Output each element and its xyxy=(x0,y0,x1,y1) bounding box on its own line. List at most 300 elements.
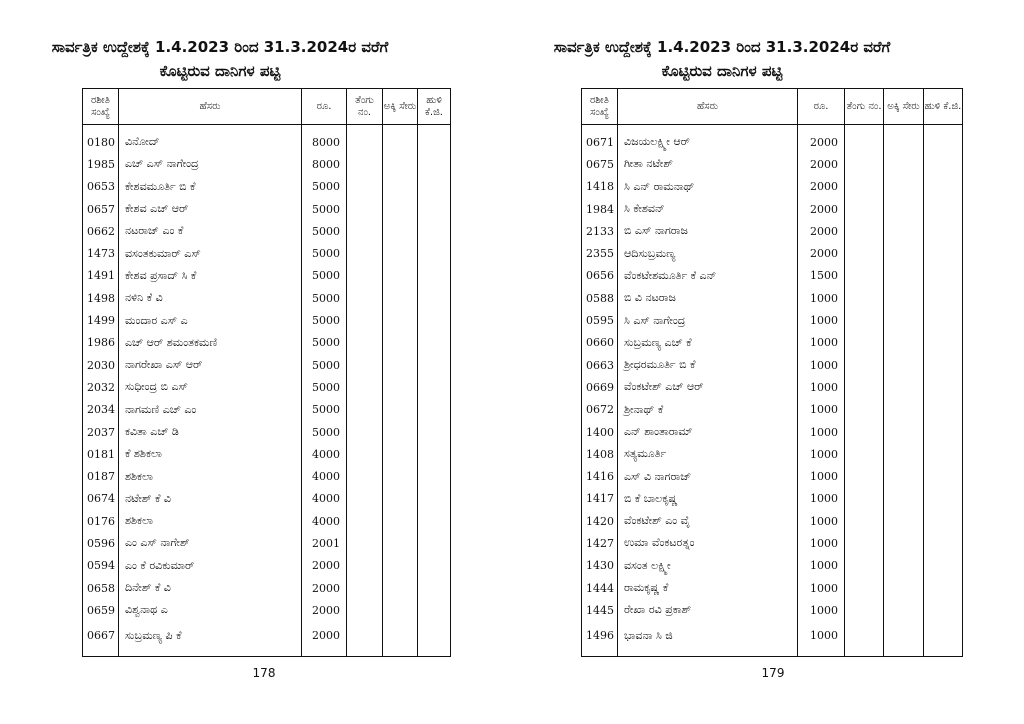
coconut-count xyxy=(347,599,383,621)
donor-name: ವೆಂಕಟೇಶ್ ಎಚ್ ಆರ್ xyxy=(618,376,798,398)
table-row xyxy=(83,555,451,577)
donor-name: ಎಂ ಕೆ ರವಿಕುಮಾರ್ xyxy=(119,555,302,577)
receipt-number: 1444 xyxy=(582,577,618,599)
receipt-number: 1473 xyxy=(83,242,119,264)
coconut-count xyxy=(347,354,383,376)
receipt-number: 1445 xyxy=(582,599,618,621)
rice-quantity xyxy=(383,125,418,154)
donor-name: ಶ್ರೀಧರಮೂರ್ತಿ ಬಿ ಕೆ xyxy=(618,354,798,376)
tamarind-quantity xyxy=(924,376,963,398)
donor-name: ಕವಿತಾ ಎಚ್ ಡಿ xyxy=(119,421,302,443)
table-row xyxy=(582,198,963,220)
coconut-count xyxy=(347,443,383,465)
donor-name: ಭಾವನಾ ಸಿ ಜಿ xyxy=(618,622,798,657)
table-row xyxy=(582,125,963,154)
tamarind-quantity xyxy=(924,599,963,621)
receipt-number: 0181 xyxy=(83,443,119,465)
donation-amount: 5000 xyxy=(302,309,347,331)
donation-amount: 8000 xyxy=(302,153,347,175)
rice-quantity xyxy=(383,443,418,465)
tamarind-quantity xyxy=(418,198,451,220)
rice-quantity xyxy=(383,555,418,577)
coconut-count xyxy=(845,354,884,376)
tamarind-quantity xyxy=(418,599,451,621)
coconut-count xyxy=(845,265,884,287)
tamarind-quantity xyxy=(924,153,963,175)
donation-amount: 2000 xyxy=(798,242,845,264)
table-row xyxy=(83,488,451,510)
rice-quantity xyxy=(383,153,418,175)
donor-name: ನಟೇಶ್ ಕೆ ವಿ xyxy=(119,488,302,510)
table-row xyxy=(582,532,963,554)
donor-name: ವಿಜಯಲಕ್ಷ್ಮೀ ಆರ್ xyxy=(618,125,798,154)
receipt-number: 1430 xyxy=(582,555,618,577)
donation-amount: 5000 xyxy=(302,220,347,242)
donor-name: ಶಶಿಕಲಾ xyxy=(119,510,302,532)
tamarind-quantity xyxy=(418,510,451,532)
donor-name: ವೆಂಕಟೇಶಮೂರ್ತಿ ಕೆ ಎನ್ xyxy=(618,265,798,287)
receipt-number: 0675 xyxy=(582,153,618,175)
coconut-count xyxy=(845,510,884,532)
donation-amount: 1000 xyxy=(798,354,845,376)
donor-name: ಉಮಾ ವೆಂಕಟರತ್ನಂ xyxy=(618,532,798,554)
header-receipt-no: ರಶೀತಿ ಸಂಖ್ಯೆ xyxy=(83,89,119,125)
coconut-count xyxy=(845,443,884,465)
tamarind-quantity xyxy=(418,242,451,264)
coconut-count xyxy=(845,399,884,421)
tamarind-quantity xyxy=(418,465,451,487)
donor-name: ಕೇಶವಮೂರ್ತಿ ಬಿ ಕೆ xyxy=(119,176,302,198)
tamarind-quantity xyxy=(418,421,451,443)
header-rice: ಅಕ್ಕಿ ಸೇರು xyxy=(383,89,418,125)
tamarind-quantity xyxy=(924,198,963,220)
rice-quantity xyxy=(383,332,418,354)
tamarind-quantity xyxy=(418,265,451,287)
header-name: ಹೆಸರು xyxy=(119,89,302,125)
donation-amount: 1000 xyxy=(798,488,845,510)
donation-amount: 1500 xyxy=(798,265,845,287)
donor-name: ಬಿ ಕೆ ಬಾಲಕೃಷ್ಣ xyxy=(618,488,798,510)
receipt-number: 0663 xyxy=(582,354,618,376)
receipt-number: 2355 xyxy=(582,242,618,264)
table-row xyxy=(582,555,963,577)
coconut-count xyxy=(845,622,884,657)
donation-amount: 4000 xyxy=(302,443,347,465)
table-row xyxy=(582,153,963,175)
table-row xyxy=(582,443,963,465)
rice-quantity xyxy=(884,465,924,487)
rice-quantity xyxy=(383,622,418,657)
receipt-number: 1986 xyxy=(83,332,119,354)
donation-amount: 2000 xyxy=(798,153,845,175)
tamarind-quantity xyxy=(924,465,963,487)
receipt-number: 0667 xyxy=(83,622,119,657)
donation-amount: 1000 xyxy=(798,622,845,657)
receipt-number: 1420 xyxy=(582,510,618,532)
donor-name: ಕೆ ಶಶಿಕಲಾ xyxy=(119,443,302,465)
rice-quantity xyxy=(884,354,924,376)
coconut-count xyxy=(347,465,383,487)
coconut-count xyxy=(845,220,884,242)
coconut-count xyxy=(347,265,383,287)
table-row xyxy=(582,577,963,599)
donation-amount: 8000 xyxy=(302,125,347,154)
table-row xyxy=(83,332,451,354)
receipt-number: 1491 xyxy=(83,265,119,287)
donation-amount: 1000 xyxy=(798,309,845,331)
rice-quantity xyxy=(884,555,924,577)
receipt-number: 1400 xyxy=(582,421,618,443)
table-row xyxy=(83,532,451,554)
donor-table xyxy=(581,88,963,657)
rice-quantity xyxy=(884,287,924,309)
rice-quantity xyxy=(884,599,924,621)
table-row xyxy=(582,622,963,657)
table-row xyxy=(83,510,451,532)
receipt-number: 0187 xyxy=(83,465,119,487)
coconut-count xyxy=(347,532,383,554)
rice-quantity xyxy=(884,488,924,510)
tamarind-quantity xyxy=(418,332,451,354)
donor-name: ರೇಖಾ ರವಿ ಪ್ರಕಾಶ್ xyxy=(618,599,798,621)
tamarind-quantity xyxy=(924,125,963,154)
receipt-number: 0672 xyxy=(582,399,618,421)
donor-name: ರಾಮಕೃಷ್ಣ ಕೆ xyxy=(618,577,798,599)
rice-quantity xyxy=(884,198,924,220)
tamarind-quantity xyxy=(418,399,451,421)
header-rupees: ರೂ. xyxy=(798,89,845,125)
tamarind-quantity xyxy=(418,488,451,510)
donor-name: ಸುಬ್ರಮಣ್ಯ ಎಚ್ ಕೆ xyxy=(618,332,798,354)
header-coconut: ತೆಂಗು ನಂ. xyxy=(845,89,884,125)
tamarind-quantity xyxy=(418,287,451,309)
tamarind-quantity xyxy=(924,577,963,599)
rice-quantity xyxy=(383,176,418,198)
receipt-number: 0658 xyxy=(83,577,119,599)
table-row xyxy=(83,153,451,175)
receipt-number: 0674 xyxy=(83,488,119,510)
page-179 xyxy=(512,0,1024,724)
donor-name: ದಿನೇಶ್ ಕೆ ವಿ xyxy=(119,577,302,599)
rice-quantity xyxy=(383,510,418,532)
rice-quantity xyxy=(884,421,924,443)
table-row xyxy=(582,376,963,398)
donation-amount: 1000 xyxy=(798,577,845,599)
donor-name: ಶ್ರೀನಾಥ್ ಕೆ xyxy=(618,399,798,421)
coconut-count xyxy=(347,176,383,198)
tamarind-quantity xyxy=(924,510,963,532)
table-row xyxy=(83,354,451,376)
donor-name: ನಾಗಮಣಿ ಎಚ್ ಎಂ xyxy=(119,399,302,421)
coconut-count xyxy=(845,376,884,398)
donation-amount: 1000 xyxy=(798,465,845,487)
coconut-count xyxy=(347,421,383,443)
donation-amount: 5000 xyxy=(302,332,347,354)
table-row xyxy=(83,599,451,621)
coconut-count xyxy=(347,376,383,398)
tamarind-quantity xyxy=(418,555,451,577)
page-number: 178 xyxy=(252,666,276,680)
donation-amount: 5000 xyxy=(302,176,347,198)
donor-name: ವಸಂತಕುಮಾರ್ ಎಸ್ xyxy=(119,242,302,264)
rice-quantity xyxy=(383,354,418,376)
table-row xyxy=(83,198,451,220)
page-subtitle: ಕೊಟ್ಟಿರುವ ದಾನಿಗಳ ಪಟ್ಟಿ xyxy=(661,62,783,80)
coconut-count xyxy=(347,287,383,309)
rice-quantity xyxy=(884,220,924,242)
donor-name: ಸುಬ್ರಮಣ್ಯ ಪಿ ಕೆ xyxy=(119,622,302,657)
page-number: 179 xyxy=(761,666,785,680)
table-row xyxy=(582,599,963,621)
page-title: ಸಾರ್ವತ್ರಿಕ ಉದ್ದೇಶಕ್ಕೆ 1.4.2023 ರಿಂದ 31.3.2024ರ ವರೆಗೆ xyxy=(553,38,891,56)
coconut-count xyxy=(845,309,884,331)
receipt-number: 0659 xyxy=(83,599,119,621)
rice-quantity xyxy=(884,125,924,154)
coconut-count xyxy=(347,577,383,599)
tamarind-quantity xyxy=(418,376,451,398)
coconut-count xyxy=(845,153,884,175)
coconut-count xyxy=(845,488,884,510)
donation-amount: 4000 xyxy=(302,465,347,487)
tamarind-quantity xyxy=(418,577,451,599)
coconut-count xyxy=(845,577,884,599)
donor-name: ಮಂದಾರ ಎಸ್ ಎ xyxy=(119,309,302,331)
receipt-number: 0662 xyxy=(83,220,119,242)
donor-name: ಎಸ್ ವಿ ನಾಗರಾಜ್ xyxy=(618,465,798,487)
rice-quantity xyxy=(383,532,418,554)
table-row xyxy=(83,465,451,487)
receipt-number: 0595 xyxy=(582,309,618,331)
donation-amount: 2000 xyxy=(798,125,845,154)
coconut-count xyxy=(347,555,383,577)
rice-quantity xyxy=(884,510,924,532)
donation-amount: 1000 xyxy=(798,532,845,554)
receipt-number: 1985 xyxy=(83,153,119,175)
receipt-number: 0657 xyxy=(83,198,119,220)
rice-quantity xyxy=(884,153,924,175)
donation-amount: 5000 xyxy=(302,399,347,421)
donation-amount: 1000 xyxy=(798,599,845,621)
tamarind-quantity xyxy=(924,488,963,510)
tamarind-quantity xyxy=(924,309,963,331)
rice-quantity xyxy=(383,465,418,487)
tamarind-quantity xyxy=(418,153,451,175)
rice-quantity xyxy=(884,443,924,465)
coconut-count xyxy=(845,176,884,198)
donation-amount: 5000 xyxy=(302,287,347,309)
donation-amount: 2000 xyxy=(302,622,347,657)
receipt-number: 0671 xyxy=(582,125,618,154)
table-row xyxy=(83,176,451,198)
tamarind-quantity xyxy=(924,354,963,376)
table-row xyxy=(83,287,451,309)
coconut-count xyxy=(347,220,383,242)
donor-table-body xyxy=(582,125,963,657)
donation-amount: 5000 xyxy=(302,265,347,287)
table-row xyxy=(83,399,451,421)
tamarind-quantity xyxy=(924,287,963,309)
table-row xyxy=(582,465,963,487)
tamarind-quantity xyxy=(418,622,451,657)
receipt-number: 1427 xyxy=(582,532,618,554)
donor-name: ವಿನೋದ್ xyxy=(119,125,302,154)
coconut-count xyxy=(845,332,884,354)
coconut-count xyxy=(347,309,383,331)
table-row xyxy=(582,287,963,309)
table-row xyxy=(582,510,963,532)
header-rice: ಅಕ್ಕಿ ಸೇರು xyxy=(884,89,924,125)
receipt-number: 2037 xyxy=(83,421,119,443)
coconut-count xyxy=(347,399,383,421)
table-row xyxy=(83,622,451,657)
rice-quantity xyxy=(884,622,924,657)
rice-quantity xyxy=(383,577,418,599)
tamarind-quantity xyxy=(418,125,451,154)
rice-quantity xyxy=(383,376,418,398)
header-name: ಹೆಸರು xyxy=(618,89,798,125)
receipt-number: 0180 xyxy=(83,125,119,154)
donor-name: ಬಿ ಎಸ್ ನಾಗರಾಜ xyxy=(618,220,798,242)
coconut-count xyxy=(845,421,884,443)
table-row xyxy=(582,488,963,510)
table-header-row xyxy=(582,89,963,125)
table-row xyxy=(83,265,451,287)
donor-table-body xyxy=(83,125,451,657)
tamarind-quantity xyxy=(924,332,963,354)
receipt-number: 0656 xyxy=(582,265,618,287)
table-row xyxy=(582,309,963,331)
rice-quantity xyxy=(383,599,418,621)
table-row xyxy=(582,242,963,264)
table-row xyxy=(582,399,963,421)
donor-name: ಎನ್ ಶಾಂತಾರಾಮ್ xyxy=(618,421,798,443)
donation-amount: 4000 xyxy=(302,488,347,510)
donation-amount: 2001 xyxy=(302,532,347,554)
donation-amount: 5000 xyxy=(302,242,347,264)
header-tamarind: ಹುಳಿ ಕೆ.ಜಿ. xyxy=(418,89,451,125)
tamarind-quantity xyxy=(924,399,963,421)
rice-quantity xyxy=(383,265,418,287)
rice-quantity xyxy=(884,376,924,398)
donor-name: ಬಿ ವಿ ನಟರಾಜ xyxy=(618,287,798,309)
coconut-count xyxy=(347,488,383,510)
tamarind-quantity xyxy=(418,309,451,331)
tamarind-quantity xyxy=(924,532,963,554)
table-row xyxy=(582,220,963,242)
donation-amount: 1000 xyxy=(798,332,845,354)
rice-quantity xyxy=(383,287,418,309)
receipt-number: 1416 xyxy=(582,465,618,487)
receipt-number: 1418 xyxy=(582,176,618,198)
tamarind-quantity xyxy=(418,443,451,465)
coconut-count xyxy=(845,532,884,554)
receipt-number: 1496 xyxy=(582,622,618,657)
receipt-number: 0176 xyxy=(83,510,119,532)
rice-quantity xyxy=(884,532,924,554)
rice-quantity xyxy=(884,577,924,599)
donor-name: ಗೀತಾ ನಟೇಶ್ xyxy=(618,153,798,175)
donor-name: ವಿಶ್ವನಾಥ ಎ xyxy=(119,599,302,621)
receipt-number: 0669 xyxy=(582,376,618,398)
table-header-row xyxy=(83,89,451,125)
coconut-count xyxy=(845,125,884,154)
donation-amount: 1000 xyxy=(798,376,845,398)
receipt-number: 1498 xyxy=(83,287,119,309)
donor-name: ಎಂ ಎಸ್ ನಾಗೇಶ್ xyxy=(119,532,302,554)
rice-quantity xyxy=(383,421,418,443)
donor-name: ವೆಂಕಟೇಶ್ ಎಂ ವೈ xyxy=(618,510,798,532)
table-row xyxy=(83,220,451,242)
table-row xyxy=(83,577,451,599)
coconut-count xyxy=(347,510,383,532)
donation-amount: 1000 xyxy=(798,421,845,443)
donation-amount: 1000 xyxy=(798,443,845,465)
header-receipt-no: ರಶೀತಿ ಸಂಖ್ಯೆ xyxy=(582,89,618,125)
receipt-number: 0594 xyxy=(83,555,119,577)
donation-amount: 2000 xyxy=(302,555,347,577)
coconut-count xyxy=(347,125,383,154)
donation-amount: 5000 xyxy=(302,376,347,398)
table-row xyxy=(83,309,451,331)
donation-amount: 2000 xyxy=(302,577,347,599)
donor-name: ಕೇಶವ ಎಚ್ ಆರ್ xyxy=(119,198,302,220)
tamarind-quantity xyxy=(924,622,963,657)
rice-quantity xyxy=(383,488,418,510)
rice-quantity xyxy=(383,198,418,220)
donation-amount: 2000 xyxy=(798,220,845,242)
receipt-number: 1417 xyxy=(582,488,618,510)
coconut-count xyxy=(347,332,383,354)
receipt-number: 2030 xyxy=(83,354,119,376)
donor-name: ಸಿ ಎಸ್ ನಾಗೇಂದ್ರ xyxy=(618,309,798,331)
coconut-count xyxy=(347,622,383,657)
table-row xyxy=(582,332,963,354)
rice-quantity xyxy=(884,176,924,198)
table-row xyxy=(83,125,451,154)
coconut-count xyxy=(845,242,884,264)
coconut-count xyxy=(845,198,884,220)
receipt-number: 2034 xyxy=(83,399,119,421)
tamarind-quantity xyxy=(418,176,451,198)
tamarind-quantity xyxy=(924,265,963,287)
receipt-number: 0660 xyxy=(582,332,618,354)
donation-amount: 1000 xyxy=(798,287,845,309)
tamarind-quantity xyxy=(418,532,451,554)
rice-quantity xyxy=(884,332,924,354)
donor-name: ಸಿ ಕೇಶವನ್ xyxy=(618,198,798,220)
donor-name: ಆದಿಸುಬ್ರಮಣ್ಯ xyxy=(618,242,798,264)
table-row xyxy=(582,265,963,287)
coconut-count xyxy=(347,198,383,220)
tamarind-quantity xyxy=(924,220,963,242)
receipt-number: 1408 xyxy=(582,443,618,465)
donation-amount: 1000 xyxy=(798,399,845,421)
rice-quantity xyxy=(884,242,924,264)
donor-name: ಸಿ ಎನ್ ರಾಮನಾಥ್ xyxy=(618,176,798,198)
receipt-number: 0596 xyxy=(83,532,119,554)
donation-amount: 2000 xyxy=(798,176,845,198)
table-row xyxy=(582,176,963,198)
donor-name: ಎಚ್ ಎಸ್ ನಾಗೇಂದ್ರ xyxy=(119,153,302,175)
tamarind-quantity xyxy=(924,176,963,198)
donor-name: ಸತ್ಯಮೂರ್ತಿ xyxy=(618,443,798,465)
tamarind-quantity xyxy=(418,220,451,242)
donor-name: ಕೇಶವ ಪ್ರಸಾದ್ ಸಿ ಕೆ xyxy=(119,265,302,287)
page-subtitle: ಕೊಟ್ಟಿರುವ ದಾನಿಗಳ ಪಟ್ಟಿ xyxy=(159,62,281,80)
receipt-number: 2133 xyxy=(582,220,618,242)
donor-name: ನಟರಾಜ್ ಎಂ ಕೆ xyxy=(119,220,302,242)
donor-name: ವಸಂತ ಲಕ್ಷ್ಮೀ xyxy=(618,555,798,577)
